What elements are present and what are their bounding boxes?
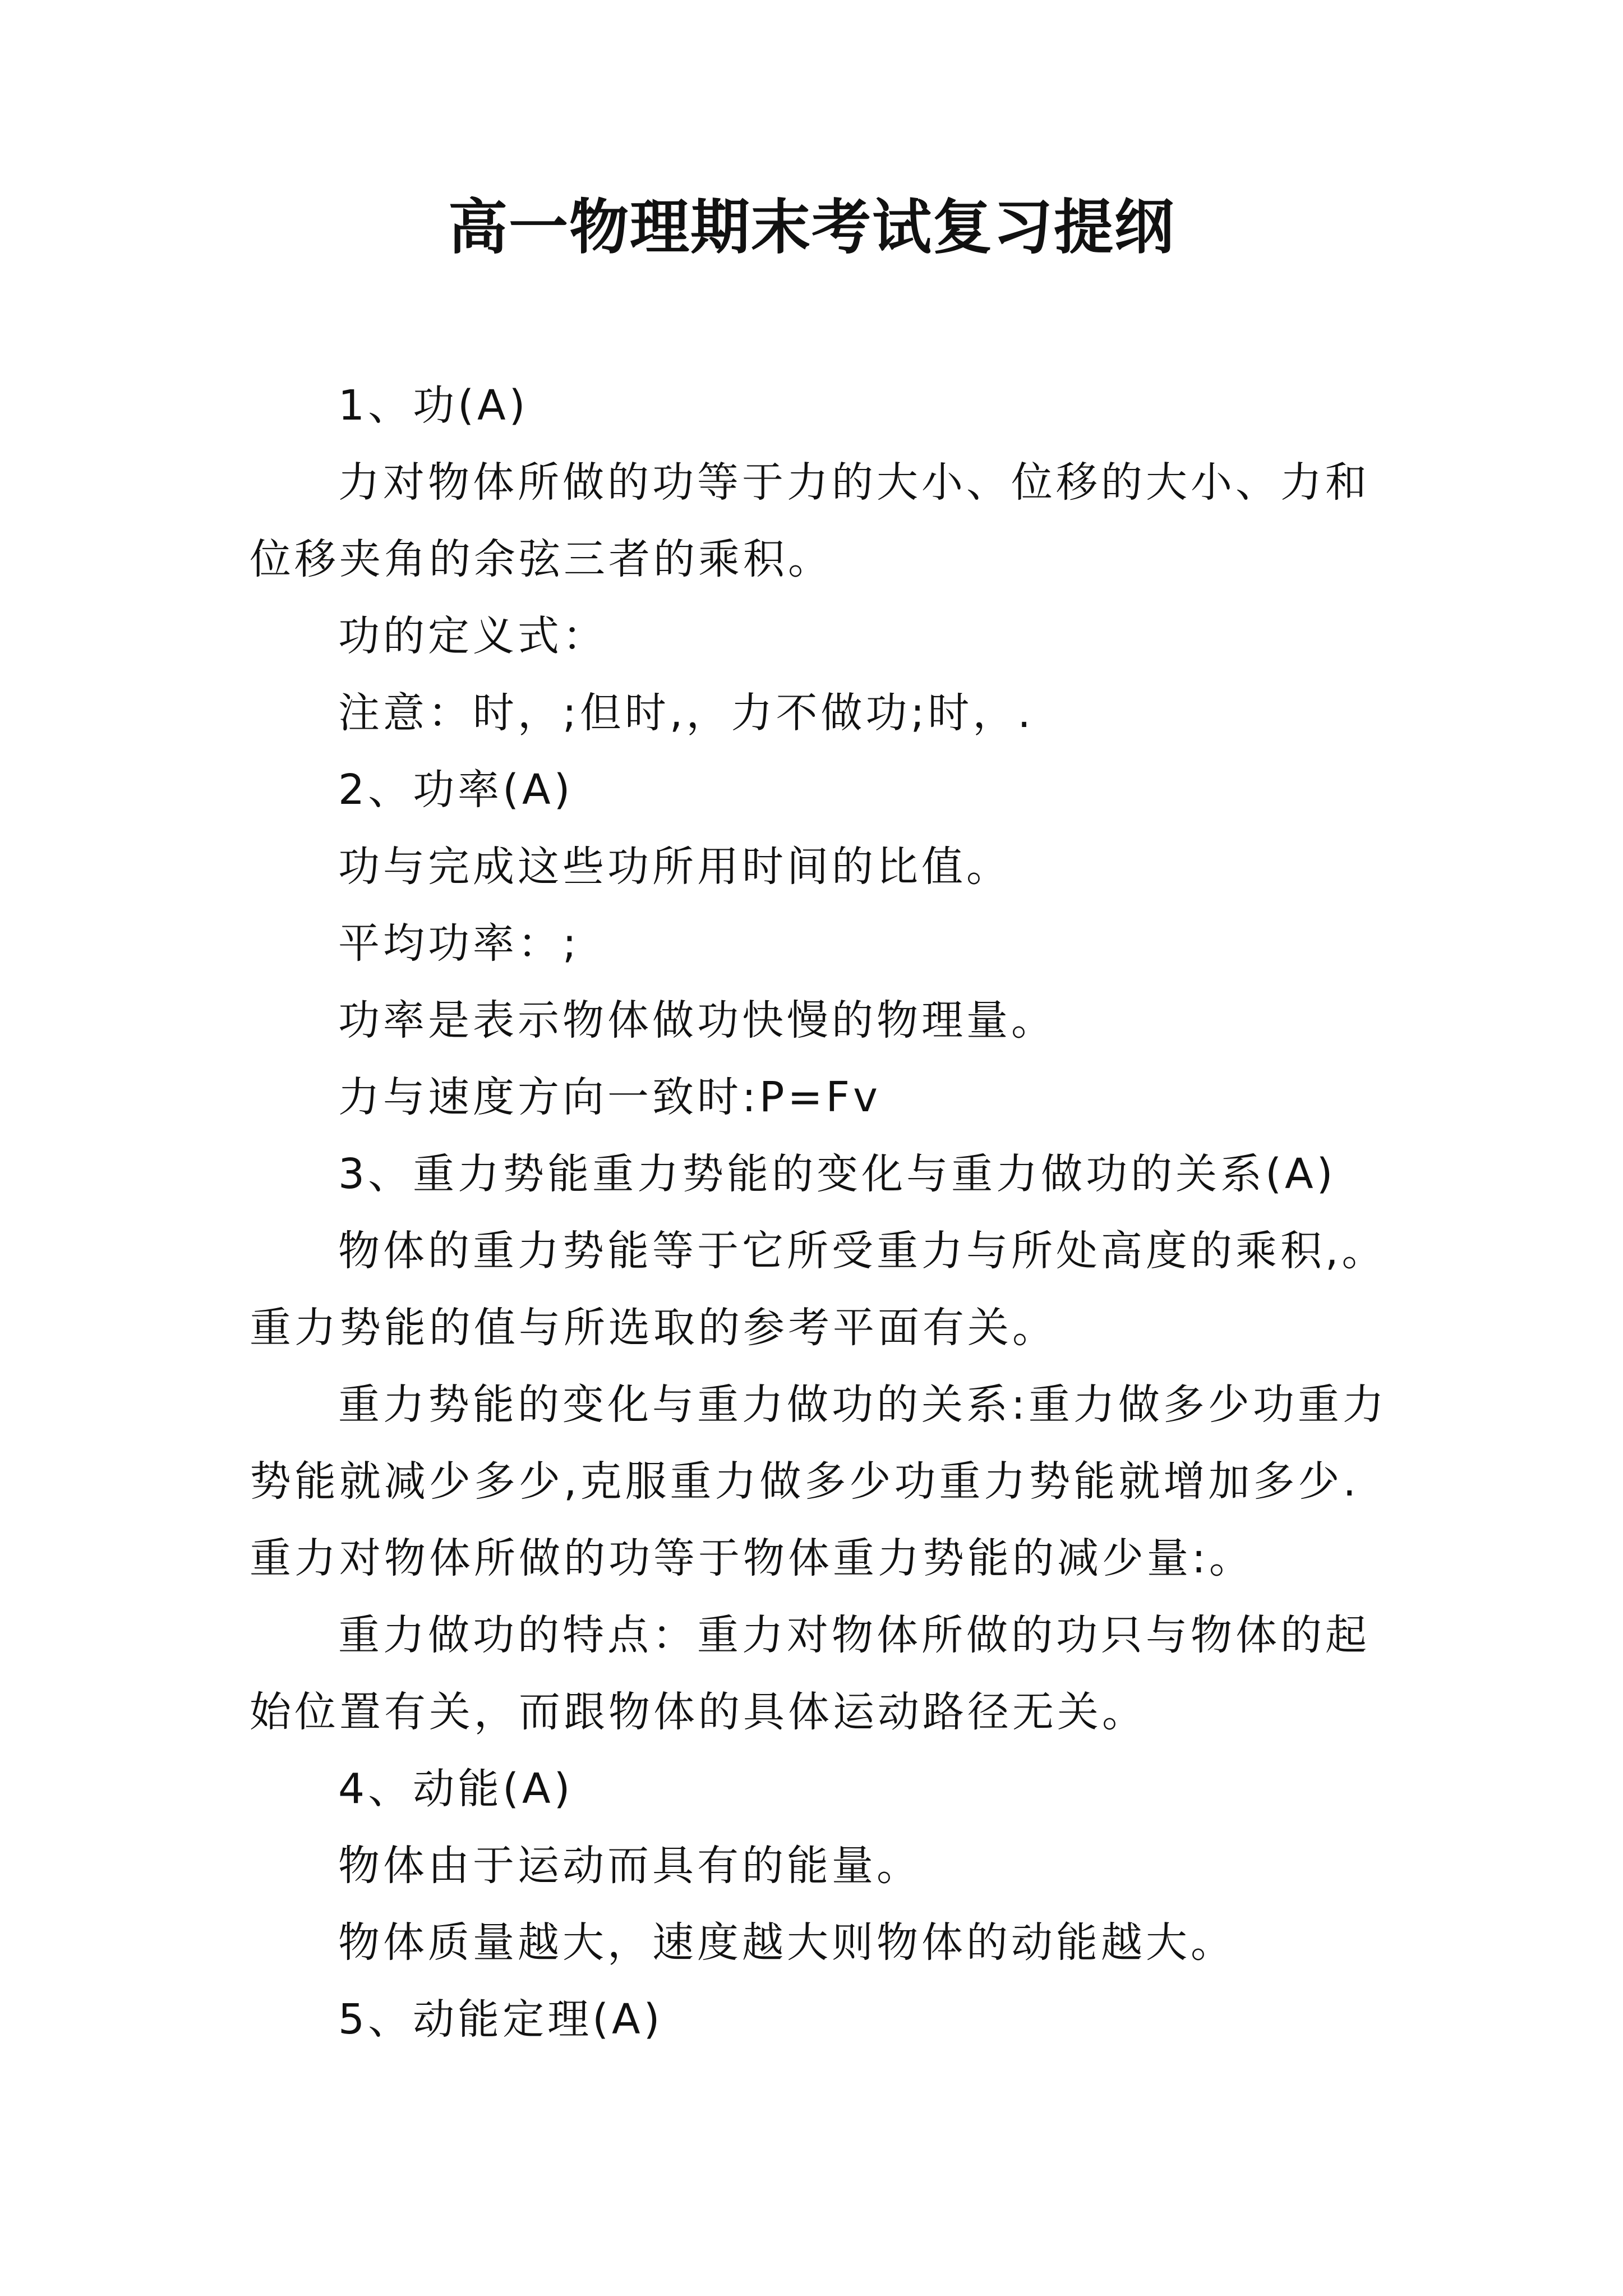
paragraph: 物体的重力势能等于它所受重力与所处高度的乘积,。重力势能的值与所选取的参考平面有关。	[250, 1227, 1387, 1352]
section-heading-kinetic-energy-theorem: 5、动能定理(A)	[338, 1995, 663, 2044]
section-heading-power: 2、功率(A)	[338, 766, 574, 814]
section-heading-kinetic-energy: 4、动能(A)	[338, 1765, 574, 1813]
paragraph: 重力做功的特点：重力对物体所做的功只与物体的起始位置有关，而跟物体的具体运动路径无关。	[250, 1611, 1370, 1736]
paragraph: 功与完成这些功所用时间的比值。	[338, 843, 1011, 891]
document-body	[250, 367, 1394, 2058]
paragraph: 平均功率：;	[338, 919, 580, 968]
section-heading-potential-energy: 3、重力势能重力势能的变化与重力做功的关系(A)	[338, 1150, 1336, 1198]
paragraph: 力与速度方向一致时:P=Fv	[338, 1073, 881, 1121]
paragraph: 功率是表示物体做功快慢的物理量。	[338, 996, 1056, 1045]
document-title: 高一物理期末考试复习提纲	[448, 192, 1175, 262]
paragraph: 物体质量越大，速度越大则物体的动能越大。	[338, 1918, 1235, 1967]
paragraph: 功的定义式：	[338, 612, 607, 660]
paragraph: 重力势能的变化与重力做功的关系:重力做多少功重力势能就减少多少,克服重力做多少功重力势能就增加多少.重力对物体所做的功等于物体重力势能的减少量:。	[250, 1381, 1387, 1582]
paragraph: 物体由于运动而具有的能量。	[338, 1842, 921, 1890]
paragraph: 力对物体所做的功等于力的大小、位移的大小、力和位移夹角的余弦三者的乘积。	[250, 458, 1370, 583]
section-heading-work: 1、功(A)	[338, 381, 529, 430]
paragraph: 注意：时，;但时,，力不做功;时，.	[338, 689, 1034, 737]
